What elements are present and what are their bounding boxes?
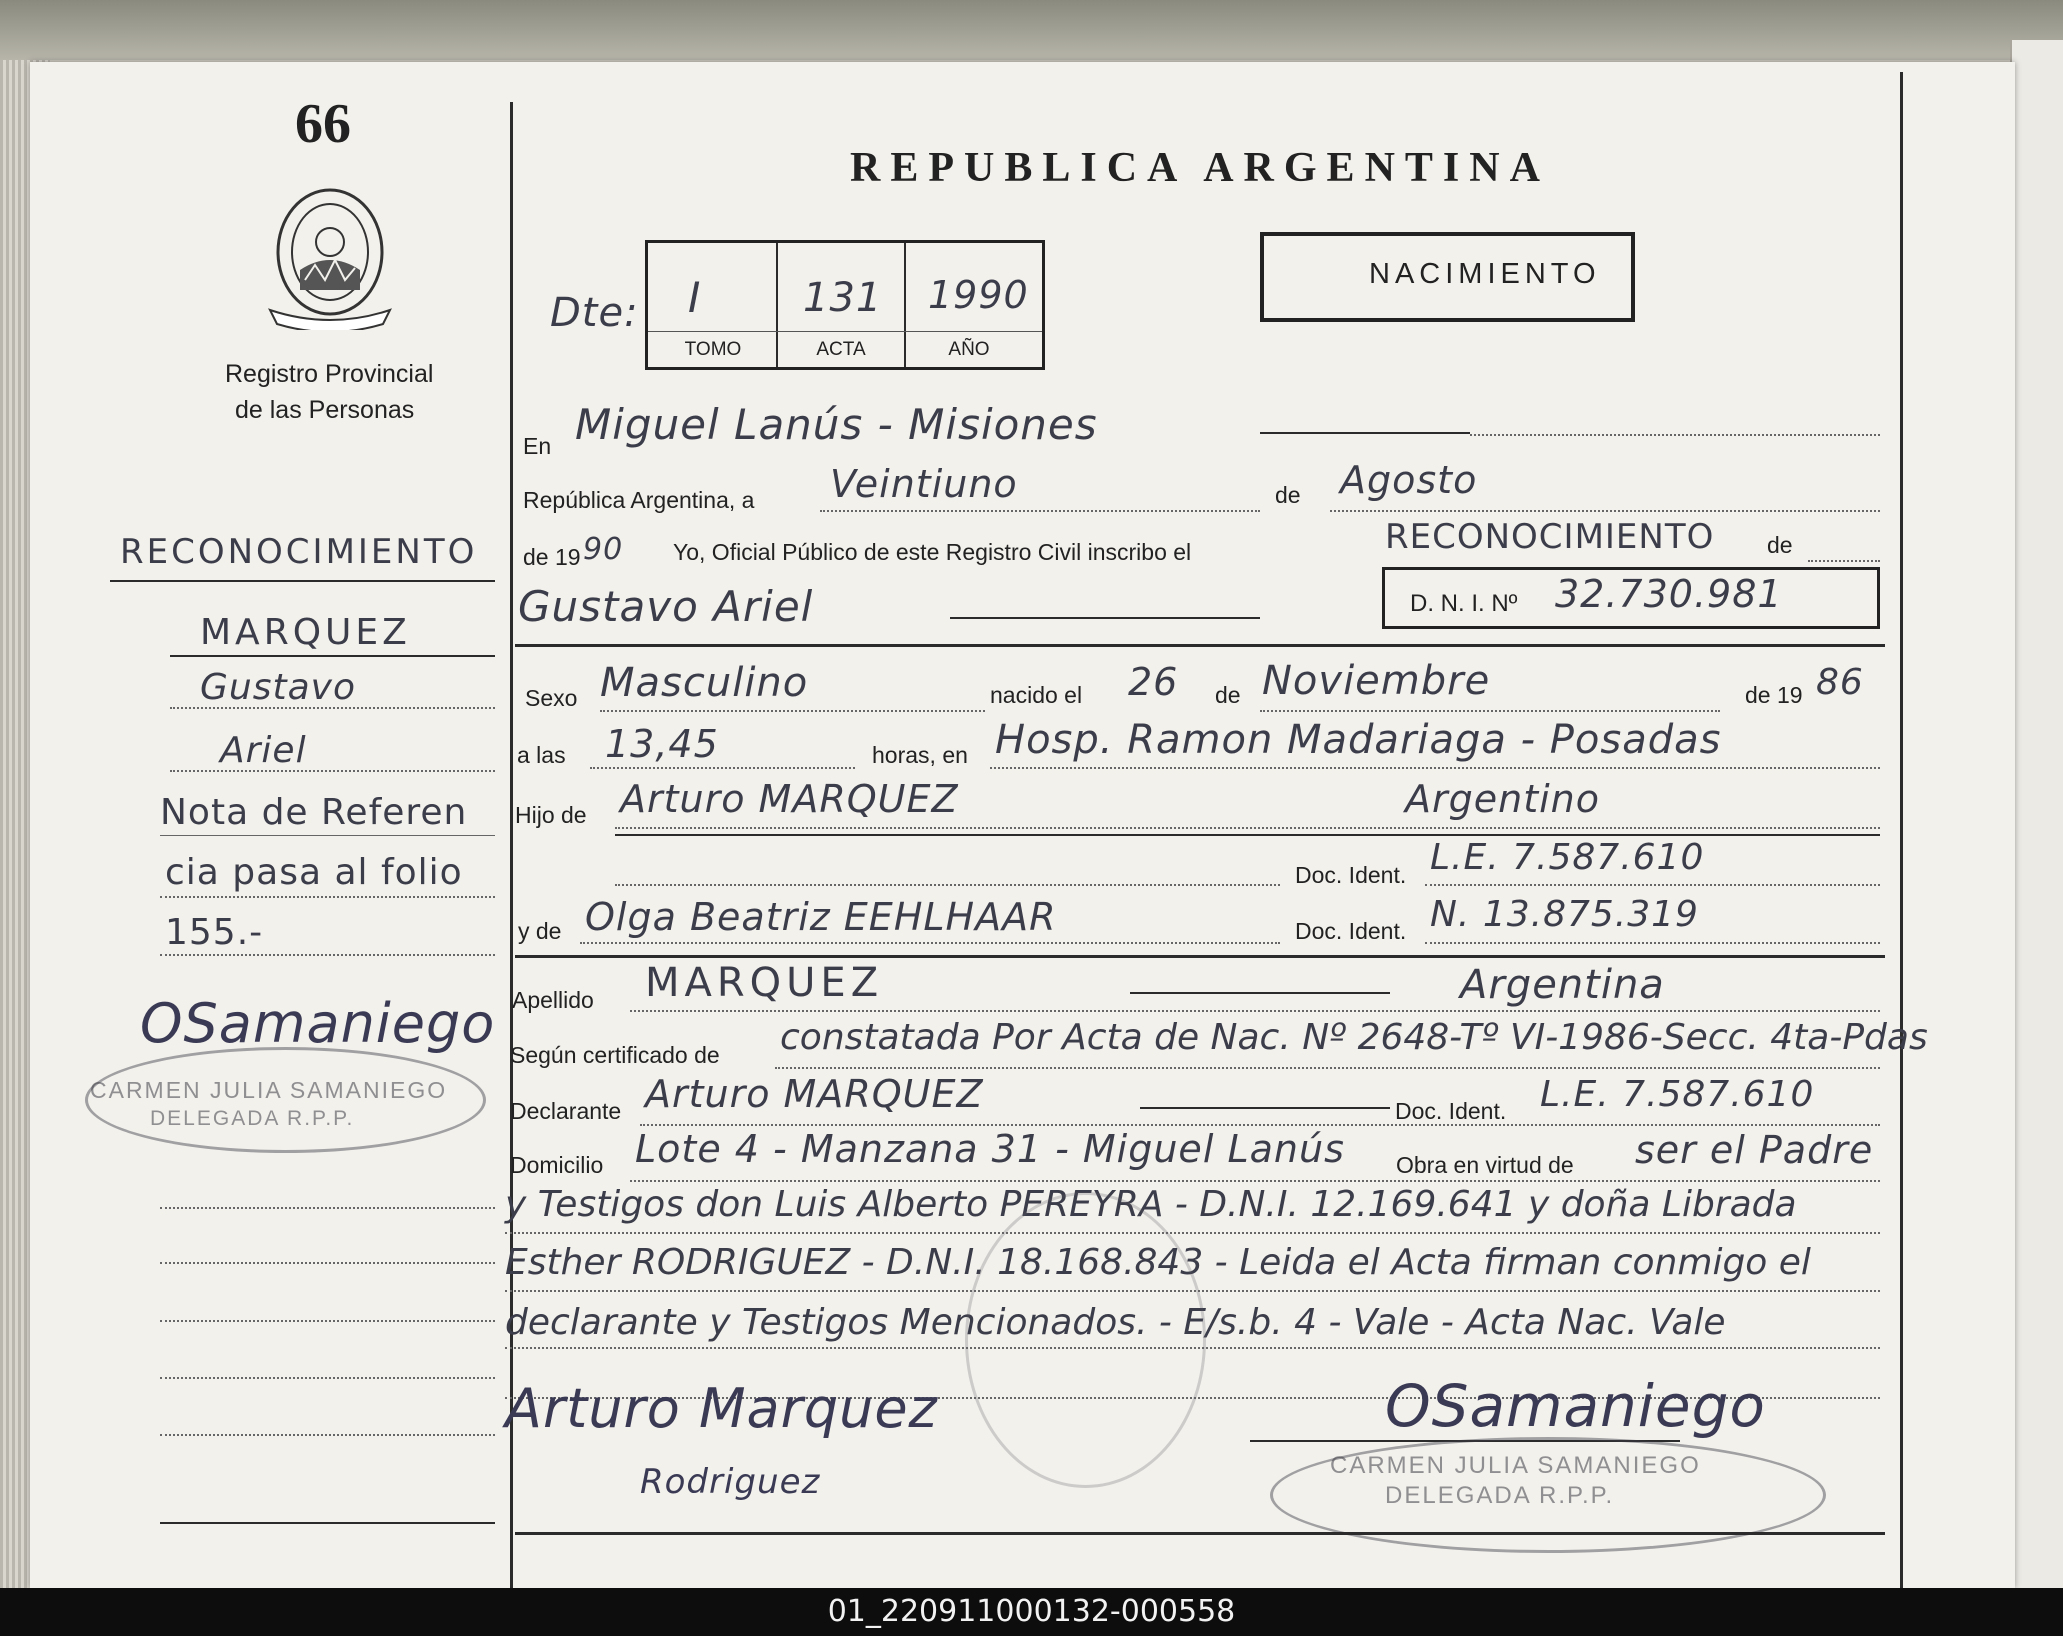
facing-page-edge (2010, 40, 2063, 1588)
ano-value: 1990 (928, 273, 1029, 317)
margin-signature: OSamaniego (140, 992, 496, 1055)
place-value: Hosp. Ramon Madariaga - Posadas (995, 717, 1722, 763)
domicilio-value: Lote 4 - Manzana 31 - Miguel Lanús (635, 1127, 1345, 1171)
mother-value: Olga Beatriz EEHLHAAR (585, 895, 1057, 939)
margin-title: RECONOCIMIENTO (120, 532, 478, 572)
father-doc-label: Doc. Ident. (1295, 862, 1407, 888)
book-cover-cloth (0, 0, 2063, 60)
act-value: RECONOCIMIENTO (1385, 517, 1715, 557)
de19-label: de 19 (1745, 682, 1803, 708)
year-prefix: de 19 (523, 544, 581, 570)
margin-stamp-line-2: DELEGADA R.P.P. (150, 1107, 355, 1130)
right-border (1900, 72, 1903, 1588)
mother-nationality: Argentina (1460, 962, 1665, 1008)
official-stamp-line-2: DELEGADA R.P.P. (1385, 1482, 1615, 1509)
register-page (30, 62, 2015, 1588)
horas-label: horas, en (872, 742, 968, 768)
year-value: 90 (583, 532, 624, 567)
body-line-2: Esther RODRIGUEZ - D.N.I. 18.168.843 - Leida el Acta firman conmigo el (505, 1242, 1811, 1283)
alas-label: a las (517, 742, 566, 768)
declarante-label: Declarante (510, 1098, 622, 1124)
margin-note-2: cia pasa al folio (165, 852, 463, 893)
yo-text: Yo, Oficial Público de este Registro Civil inscribo el (673, 539, 1192, 565)
birth-month: Noviembre (1262, 658, 1491, 704)
official-signature: OSamaniego (1385, 1372, 1766, 1440)
dte-prefix: Dte: (550, 290, 639, 336)
birth-day: 26 (1128, 660, 1179, 704)
hijo-label: Hijo de (515, 802, 587, 828)
official-stamp-line-1: CARMEN JULIA SAMANIEGO (1330, 1452, 1701, 1479)
declarante-value: Arturo MARQUEZ (645, 1072, 984, 1116)
yde-label: y de (518, 918, 562, 944)
segun-value: constatada Por Acta de Nac. Nº 2648-Tº VI-1986-Secc. 4ta-Pdas (780, 1017, 1928, 1058)
margin-name-2: Ariel (220, 730, 307, 771)
sexo-value: Masculino (600, 660, 809, 706)
en-value: Miguel Lanús - Misiones (575, 400, 1098, 449)
hour-value: 13,45 (605, 722, 719, 766)
apellido-label: Apellido (512, 987, 594, 1013)
dni-label: D. N. I. Nº (1410, 590, 1518, 617)
de-label: de (1275, 482, 1301, 508)
apellido-value: MARQUEZ (645, 960, 884, 1006)
republica-label: República Argentina, a (523, 487, 755, 513)
father-nationality: Argentino (1405, 777, 1600, 821)
dni-value: 32.730.981 (1555, 572, 1783, 616)
nacido-label: nacido el (990, 682, 1083, 708)
en-label: En (523, 433, 552, 459)
day-value: Veintiuno (830, 462, 1018, 506)
segun-label: Según certificado de (510, 1042, 720, 1068)
birth-year: 86 (1816, 662, 1864, 703)
body-line-1: y Testigos don Luis Alberto PEREYRA - D.N.I. 12.169.641 y doña Librada (505, 1184, 1797, 1225)
registry-line-1: Registro Provincial (225, 360, 434, 388)
child-name: Gustavo Ariel (518, 582, 814, 631)
ano-label: AÑO (948, 339, 990, 360)
record-type-box (1260, 232, 1635, 322)
declarante-doc-value: L.E. 7.587.610 (1540, 1074, 1815, 1115)
obra-value: ser el Padre (1635, 1128, 1874, 1172)
mother-doc-value: N. 13.875.319 (1430, 894, 1699, 935)
domicilio-label: Domicilio (510, 1152, 604, 1178)
margin-note-1: Nota de Referen (160, 792, 468, 833)
column-divider (510, 102, 513, 1588)
margin-surname: MARQUEZ (200, 612, 411, 653)
record-number-box (645, 240, 1045, 370)
record-type-label: NACIMIENTO (1369, 258, 1601, 290)
tomo-value: I (688, 273, 702, 322)
de2-label: de (1215, 682, 1241, 708)
declarante-doc-label: Doc. Ident. (1395, 1098, 1507, 1124)
father-doc-value: L.E. 7.587.610 (1430, 837, 1705, 878)
provincial-seal-icon (265, 180, 395, 330)
margin-note-3: 155.- (165, 912, 264, 953)
margin-stamp-line-1: CARMEN JULIA SAMANIEGO (90, 1077, 448, 1103)
witness-signature: Rodriguez (640, 1462, 821, 1502)
file-name-caption: 01_220911000132-000558 (0, 1588, 2063, 1636)
registry-line-2: de las Personas (235, 396, 415, 424)
father-value: Arturo MARQUEZ (620, 777, 959, 821)
registry-office-stamp (965, 1192, 1206, 1488)
page-number: 66 (295, 93, 351, 155)
body-line-3: declarante y Testigos Mencionados. - E/s.b. 4 - Vale - Acta Nac. Vale (505, 1302, 1726, 1343)
mother-doc-label: Doc. Ident. (1295, 918, 1407, 944)
sexo-label: Sexo (525, 685, 578, 711)
obra-label: Obra en virtud de (1396, 1152, 1574, 1178)
declarant-signature: Arturo Marquez (505, 1377, 938, 1440)
act-de-label: de (1767, 532, 1793, 558)
acta-label: ACTA (816, 339, 866, 360)
country-title: REPUBLICA ARGENTINA (850, 145, 1550, 191)
acta-value: 131 (803, 275, 883, 321)
month-value: Agosto (1340, 458, 1478, 502)
tomo-label: TOMO (684, 339, 742, 360)
margin-name-1: Gustavo (200, 667, 356, 708)
